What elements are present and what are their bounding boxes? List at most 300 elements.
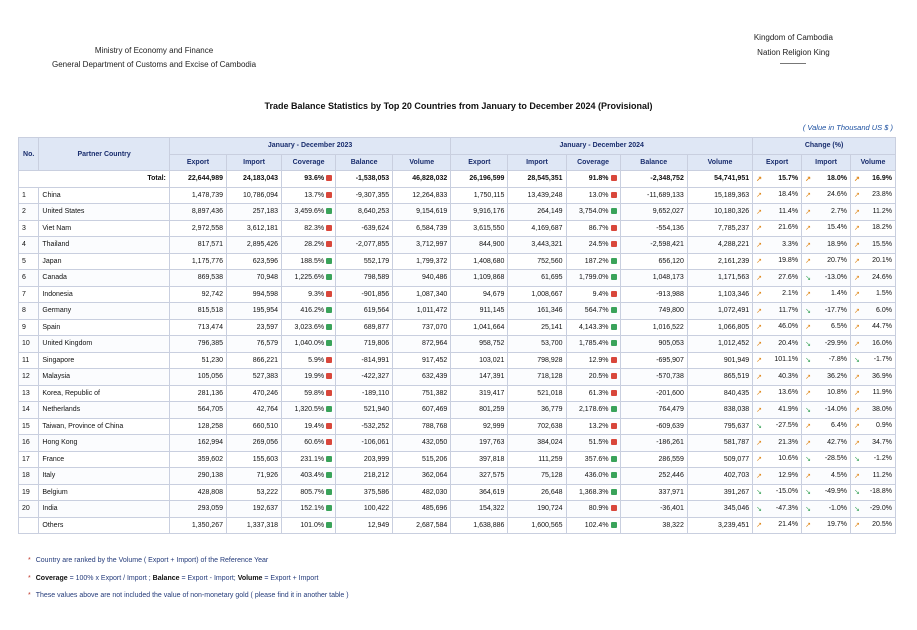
cell-volume-2023 [393, 517, 451, 534]
cell-value: 3,754.0% [578, 208, 609, 216]
col-export-2024: Export [451, 154, 508, 171]
cell-import-2024 [508, 435, 566, 452]
status-square-icon [326, 274, 332, 280]
trend-arrow-icon: ↗ [805, 423, 811, 431]
trend-arrow-icon: ↘ [756, 489, 762, 497]
cell-import-2023 [227, 237, 282, 254]
cell-value: 1,350,267 [191, 521, 223, 529]
cell-value: 4,288,221 [717, 241, 750, 249]
cell-value: 20.4% [778, 339, 799, 347]
cell-value: -2,598,421 [650, 241, 684, 249]
cell-value: 9,154,619 [416, 208, 448, 216]
total-volume-2023: 46,828,032 [393, 171, 451, 188]
total-balance-2023: -1,538,053 [336, 171, 393, 188]
row-no: 1 [19, 187, 39, 204]
cell-value: 46.0% [778, 323, 799, 331]
cell-change-import [802, 484, 851, 501]
cell-change-export [753, 501, 802, 518]
trend-arrow-icon: ↗ [756, 307, 762, 315]
cell-value: 24.5% [588, 241, 609, 249]
cell-value: 257,183 [252, 208, 279, 216]
cell-export-2023 [169, 336, 226, 353]
cell-value: 13.6% [778, 389, 799, 397]
trend-arrow-icon: ↗ [805, 225, 811, 233]
cell-volume-2023 [393, 319, 451, 336]
cell-value: 6.4% [831, 422, 847, 430]
cell-import-2024 [508, 336, 566, 353]
cell-balance-2024 [620, 484, 687, 501]
cell-value: 6.5% [831, 323, 847, 331]
cell-value: 281,136 [197, 389, 223, 397]
cell-change-volume [851, 517, 896, 534]
cell-coverage-2023 [282, 237, 336, 254]
cell-value: 192,637 [252, 505, 279, 513]
cell-export-2023 [169, 501, 226, 518]
row-country: Taiwan, Province of China [39, 418, 170, 435]
status-square-icon [611, 505, 617, 511]
row-no: 14 [19, 402, 39, 419]
cell-import-2024 [508, 204, 566, 221]
cell-import-2023 [227, 517, 282, 534]
cell-value: 357.6% [584, 455, 609, 463]
table-row [19, 303, 896, 320]
col-volume-2023: Volume [393, 154, 451, 171]
cell-export-2023 [169, 319, 226, 336]
cell-value: 3.3% [782, 240, 799, 248]
cell-value: 865,519 [723, 373, 750, 381]
cell-coverage-2023 [282, 303, 336, 320]
cell-value: 737,070 [422, 323, 448, 331]
trend-arrow-icon: ↗ [854, 307, 860, 315]
cell-value: 384,024 [537, 439, 563, 447]
cell-change-volume [851, 468, 896, 485]
trend-arrow-icon: ↗ [805, 175, 811, 183]
cell-volume-2023 [393, 352, 451, 369]
cell-value: 702,638 [537, 422, 563, 430]
table-row [19, 484, 896, 501]
cell-value: 428,808 [197, 488, 223, 496]
cell-value: 10.8% [827, 389, 847, 397]
total-coverage-2024 [566, 171, 620, 188]
cell-value: 485,696 [422, 505, 448, 513]
cell-coverage-2024 [566, 204, 620, 221]
cell-volume-2024 [687, 187, 752, 204]
cell-value: -13.0% [824, 273, 847, 281]
status-square-icon [611, 274, 617, 280]
cell-balance-2023 [336, 204, 393, 221]
total-volume-2024: 54,741,951 [687, 171, 752, 188]
trend-arrow-icon: ↘ [854, 357, 860, 365]
col-import-2023: Import [227, 154, 282, 171]
cell-value: 564,705 [197, 406, 223, 414]
cell-value: 6.0% [876, 306, 892, 314]
row-country: Spain [39, 319, 170, 336]
cell-balance-2024 [620, 204, 687, 221]
cell-import-2023 [227, 501, 282, 518]
cell-change-import [802, 336, 851, 353]
cell-value: 1,012,452 [717, 340, 750, 348]
status-square-icon [326, 291, 332, 297]
cell-balance-2023 [336, 468, 393, 485]
cell-value: 749,800 [658, 307, 684, 315]
cell-volume-2024 [687, 501, 752, 518]
total-import-2024: 28,545,351 [508, 171, 566, 188]
cell-value: 1,408,680 [473, 257, 505, 265]
cell-change-export [753, 451, 802, 468]
cell-value: 436.0% [584, 472, 609, 480]
cell-value: 2,687,584 [416, 521, 448, 529]
cell-import-2023 [227, 418, 282, 435]
footnote-bullet: * [28, 574, 31, 582]
cell-change-export [753, 187, 802, 204]
cell-value: 3,615,550 [473, 224, 505, 232]
row-no: 3 [19, 220, 39, 237]
cell-volume-2023 [393, 336, 451, 353]
status-square-icon [611, 439, 617, 445]
cell-value: 391,267 [723, 488, 750, 496]
cell-value: 41.9% [778, 405, 799, 413]
cell-export-2024 [451, 484, 508, 501]
cell-change-volume [851, 319, 896, 336]
cell-balance-2024 [620, 468, 687, 485]
trend-arrow-icon: ↗ [854, 439, 860, 447]
status-square-icon [611, 456, 617, 462]
cell-value: -1.2% [873, 455, 892, 463]
cell-balance-2024 [620, 435, 687, 452]
cell-value: -609,639 [656, 422, 684, 430]
trend-arrow-icon: ↘ [756, 505, 762, 513]
cell-value: 101.0% [300, 521, 325, 529]
status-square-icon [326, 505, 332, 511]
cell-import-2024 [508, 220, 566, 237]
cell-value: 40.3% [778, 372, 799, 380]
cell-value: 61.3% [588, 389, 609, 397]
cell-value: 3,239,451 [717, 521, 750, 529]
status-square-icon [326, 489, 332, 495]
cell-export-2023 [169, 270, 226, 287]
cell-value: 269,056 [252, 439, 279, 447]
cell-value: -17.7% [824, 306, 847, 314]
cell-value: 9.4% [592, 290, 609, 298]
cell-value: 15.5% [872, 240, 892, 248]
cell-value: 905,053 [658, 340, 684, 348]
row-no: 20 [19, 501, 39, 518]
cell-change-import [802, 270, 851, 287]
cell-value: 51.5% [588, 439, 609, 447]
cell-import-2023 [227, 270, 282, 287]
col-change: Change (%) [753, 138, 896, 155]
cell-volume-2023 [393, 484, 451, 501]
cell-value: -106,061 [361, 439, 390, 447]
cell-value: 60.6% [304, 439, 325, 447]
footnote-gold-text: These values above are not included the value of non-monetary gold ( please find it in another table ) [35, 592, 349, 599]
cell-balance-2024 [620, 369, 687, 386]
cell-value: -422,327 [361, 373, 390, 381]
trend-arrow-icon: ↗ [854, 522, 860, 530]
cell-volume-2024 [687, 270, 752, 287]
cell-change-import [802, 286, 851, 303]
trend-arrow-icon: ↗ [756, 456, 762, 464]
cell-import-2023 [227, 303, 282, 320]
trend-arrow-icon: ↗ [854, 225, 860, 233]
trend-arrow-icon: ↗ [805, 373, 811, 381]
status-square-icon [326, 373, 332, 379]
cell-coverage-2023 [282, 435, 336, 452]
table-row [19, 286, 896, 303]
cell-value: 19.9% [304, 373, 325, 381]
cell-balance-2023 [336, 352, 393, 369]
cell-value: 154,322 [479, 505, 505, 513]
cell-coverage-2024 [566, 468, 620, 485]
cell-value: 337,971 [658, 488, 684, 496]
cell-change-volume [851, 303, 896, 320]
row-no: 17 [19, 451, 39, 468]
cell-value: 187.2% [584, 257, 609, 265]
cell-value: 364,619 [479, 488, 505, 496]
cell-change-import [802, 369, 851, 386]
cell-value: 36.2% [827, 372, 847, 380]
cell-import-2023 [227, 286, 282, 303]
cell-value: 581,787 [723, 439, 750, 447]
total-row [19, 171, 896, 188]
cell-value: 75,128 [541, 472, 563, 480]
trend-arrow-icon: ↗ [854, 241, 860, 249]
cell-export-2023 [169, 352, 226, 369]
cell-value: -11,689,133 [646, 191, 684, 199]
trend-arrow-icon: ↘ [854, 456, 860, 464]
row-country: Singapore [39, 352, 170, 369]
cell-volume-2024 [687, 402, 752, 419]
col-change-export: Export [753, 154, 802, 171]
cell-value: 38,322 [662, 521, 684, 529]
cell-balance-2023 [336, 270, 393, 287]
cell-balance-2024 [620, 253, 687, 270]
cell-change-export [753, 468, 802, 485]
ministry-name: Ministry of Economy and Finance [94, 46, 214, 55]
cell-export-2023 [169, 484, 226, 501]
cell-value: -18.8% [869, 488, 892, 496]
cell-balance-2024 [620, 501, 687, 518]
status-square-icon [326, 357, 332, 363]
cell-value: -532,252 [361, 422, 390, 430]
cell-coverage-2023 [282, 451, 336, 468]
cell-value: 1,011,472 [416, 307, 448, 315]
total-coverage-2024-value: 91.8% [588, 175, 609, 183]
status-square-icon [611, 472, 617, 478]
cell-value: 817,571 [197, 241, 223, 249]
cell-volume-2023 [393, 286, 451, 303]
cell-value: 1,171,563 [717, 274, 750, 282]
footnote-ranking-text: Country are ranked by the Volume ( Export + Import) of the Reference Year [35, 557, 269, 564]
cell-value: 2,972,558 [191, 224, 223, 232]
cell-import-2023 [227, 468, 282, 485]
cell-value: 911,145 [479, 307, 505, 315]
cell-import-2023 [227, 385, 282, 402]
footnote-gold [28, 587, 349, 605]
trend-arrow-icon: ↗ [854, 340, 860, 348]
table-row [19, 204, 896, 221]
trend-arrow-icon: ↗ [854, 373, 860, 381]
status-square-icon [611, 307, 617, 313]
cell-balance-2024 [620, 336, 687, 353]
cell-value: 798,589 [363, 274, 390, 282]
total-coverage-2023 [282, 171, 336, 188]
cell-import-2023 [227, 435, 282, 452]
row-no: 6 [19, 270, 39, 287]
cell-value: 23,597 [256, 323, 279, 331]
cell-coverage-2023 [282, 402, 336, 419]
cell-export-2024 [451, 303, 508, 320]
table-row [19, 220, 896, 237]
cell-value: 1,066,805 [717, 323, 750, 331]
unit-note: ( Value in Thousand US $ ) [802, 123, 893, 132]
status-square-icon [611, 340, 617, 346]
cell-value: 764,479 [658, 406, 684, 414]
cell-coverage-2024 [566, 352, 620, 369]
cell-coverage-2024 [566, 303, 620, 320]
row-country: Thailand [39, 237, 170, 254]
cell-export-2024 [451, 204, 508, 221]
cell-change-volume [851, 402, 896, 419]
cell-value: 82.3% [304, 224, 325, 232]
cell-balance-2024 [620, 352, 687, 369]
cell-volume-2024 [687, 237, 752, 254]
trade-balance-table [18, 137, 896, 534]
cell-value: 2.1% [782, 290, 799, 298]
trend-arrow-icon: ↗ [756, 175, 762, 183]
cell-import-2024 [508, 484, 566, 501]
cell-change-volume [851, 286, 896, 303]
cell-coverage-2024 [566, 369, 620, 386]
cell-value: 917,452 [422, 356, 448, 364]
trend-arrow-icon: ↘ [805, 340, 811, 348]
table-row [19, 253, 896, 270]
cell-change-import [802, 385, 851, 402]
cell-value: 188.5% [300, 257, 325, 265]
cell-value: 866,221 [252, 356, 279, 364]
cell-change-export [753, 253, 802, 270]
cell-value: 521,018 [537, 389, 563, 397]
cell-value: 42,764 [256, 406, 279, 414]
status-square-icon [611, 258, 617, 264]
cell-value: 71,926 [256, 472, 279, 480]
table-row [19, 385, 896, 402]
cell-value: -7.8% [828, 356, 847, 364]
cell-value: -913,988 [656, 290, 684, 298]
trend-arrow-icon: ↗ [805, 258, 811, 266]
trend-arrow-icon: ↗ [854, 274, 860, 282]
cell-value: 190,724 [537, 505, 563, 513]
cell-value: 838,038 [723, 406, 750, 414]
cell-change-import [802, 418, 851, 435]
cell-value: 92,742 [201, 290, 223, 298]
cell-balance-2023 [336, 253, 393, 270]
cell-balance-2024 [620, 402, 687, 419]
cell-value: 815,518 [197, 307, 223, 315]
cell-import-2024 [508, 402, 566, 419]
cell-import-2023 [227, 484, 282, 501]
status-square-icon [326, 423, 332, 429]
cell-change-export [753, 204, 802, 221]
def-coverage-term: Coverage [35, 574, 68, 582]
status-square-icon [326, 472, 332, 478]
cell-coverage-2024 [566, 319, 620, 336]
table-row [19, 435, 896, 452]
status-square-icon [326, 258, 332, 264]
cell-value: 13.7% [304, 191, 325, 199]
cell-value: 4,169,687 [531, 224, 563, 232]
cell-volume-2023 [393, 253, 451, 270]
trend-arrow-icon: ↗ [756, 522, 762, 530]
row-country: Netherlands [39, 402, 170, 419]
cell-value: 21.6% [778, 224, 799, 232]
cell-balance-2024 [620, 270, 687, 287]
cell-export-2024 [451, 451, 508, 468]
cell-coverage-2024 [566, 385, 620, 402]
cell-change-volume [851, 385, 896, 402]
cell-value: 12.9% [588, 356, 609, 364]
trend-arrow-icon: ↗ [854, 192, 860, 200]
trend-arrow-icon: ↗ [756, 241, 762, 249]
footnote-ranking [28, 552, 349, 570]
cell-coverage-2024 [566, 253, 620, 270]
row-no: 18 [19, 468, 39, 485]
cell-import-2024 [508, 517, 566, 534]
trend-arrow-icon: ↗ [854, 390, 860, 398]
cell-value: 1,600,565 [531, 521, 563, 529]
cell-value: 713,474 [197, 323, 223, 331]
trend-arrow-icon: ↗ [854, 175, 860, 183]
cell-import-2024 [508, 286, 566, 303]
cell-value: 619,564 [363, 307, 390, 315]
cell-coverage-2024 [566, 237, 620, 254]
trend-arrow-icon: ↘ [805, 406, 811, 414]
cell-balance-2023 [336, 451, 393, 468]
table-row [19, 468, 896, 485]
trend-arrow-icon: ↗ [854, 324, 860, 332]
cell-value: 1,225.6% [294, 274, 325, 282]
row-country: France [39, 451, 170, 468]
cell-value: -29.0% [869, 504, 892, 512]
cell-volume-2023 [393, 220, 451, 237]
ministry-header [52, 44, 256, 72]
trend-arrow-icon: ↗ [854, 258, 860, 266]
cell-export-2023 [169, 468, 226, 485]
status-square-icon [611, 357, 617, 363]
cell-coverage-2023 [282, 418, 336, 435]
table-row [19, 187, 896, 204]
trend-arrow-icon: ↘ [854, 489, 860, 497]
total-export-2023: 22,644,989 [169, 171, 226, 188]
col-volume-2024: Volume [687, 154, 752, 171]
cell-value: 100,422 [363, 505, 390, 513]
table-row [19, 237, 896, 254]
cell-change-export [753, 319, 802, 336]
status-square-icon [611, 208, 617, 214]
cell-value: 18.4% [778, 191, 799, 199]
cell-change-import [802, 237, 851, 254]
cell-value: 53,222 [256, 488, 279, 496]
cell-value: 10,180,326 [714, 208, 750, 216]
row-no: 10 [19, 336, 39, 353]
row-country: Others [39, 517, 170, 534]
table-row [19, 402, 896, 419]
cell-volume-2023 [393, 402, 451, 419]
trend-arrow-icon: ↘ [756, 423, 762, 431]
cell-volume-2023 [393, 501, 451, 518]
cell-value: 4.5% [831, 471, 847, 479]
status-square-icon [326, 225, 332, 231]
